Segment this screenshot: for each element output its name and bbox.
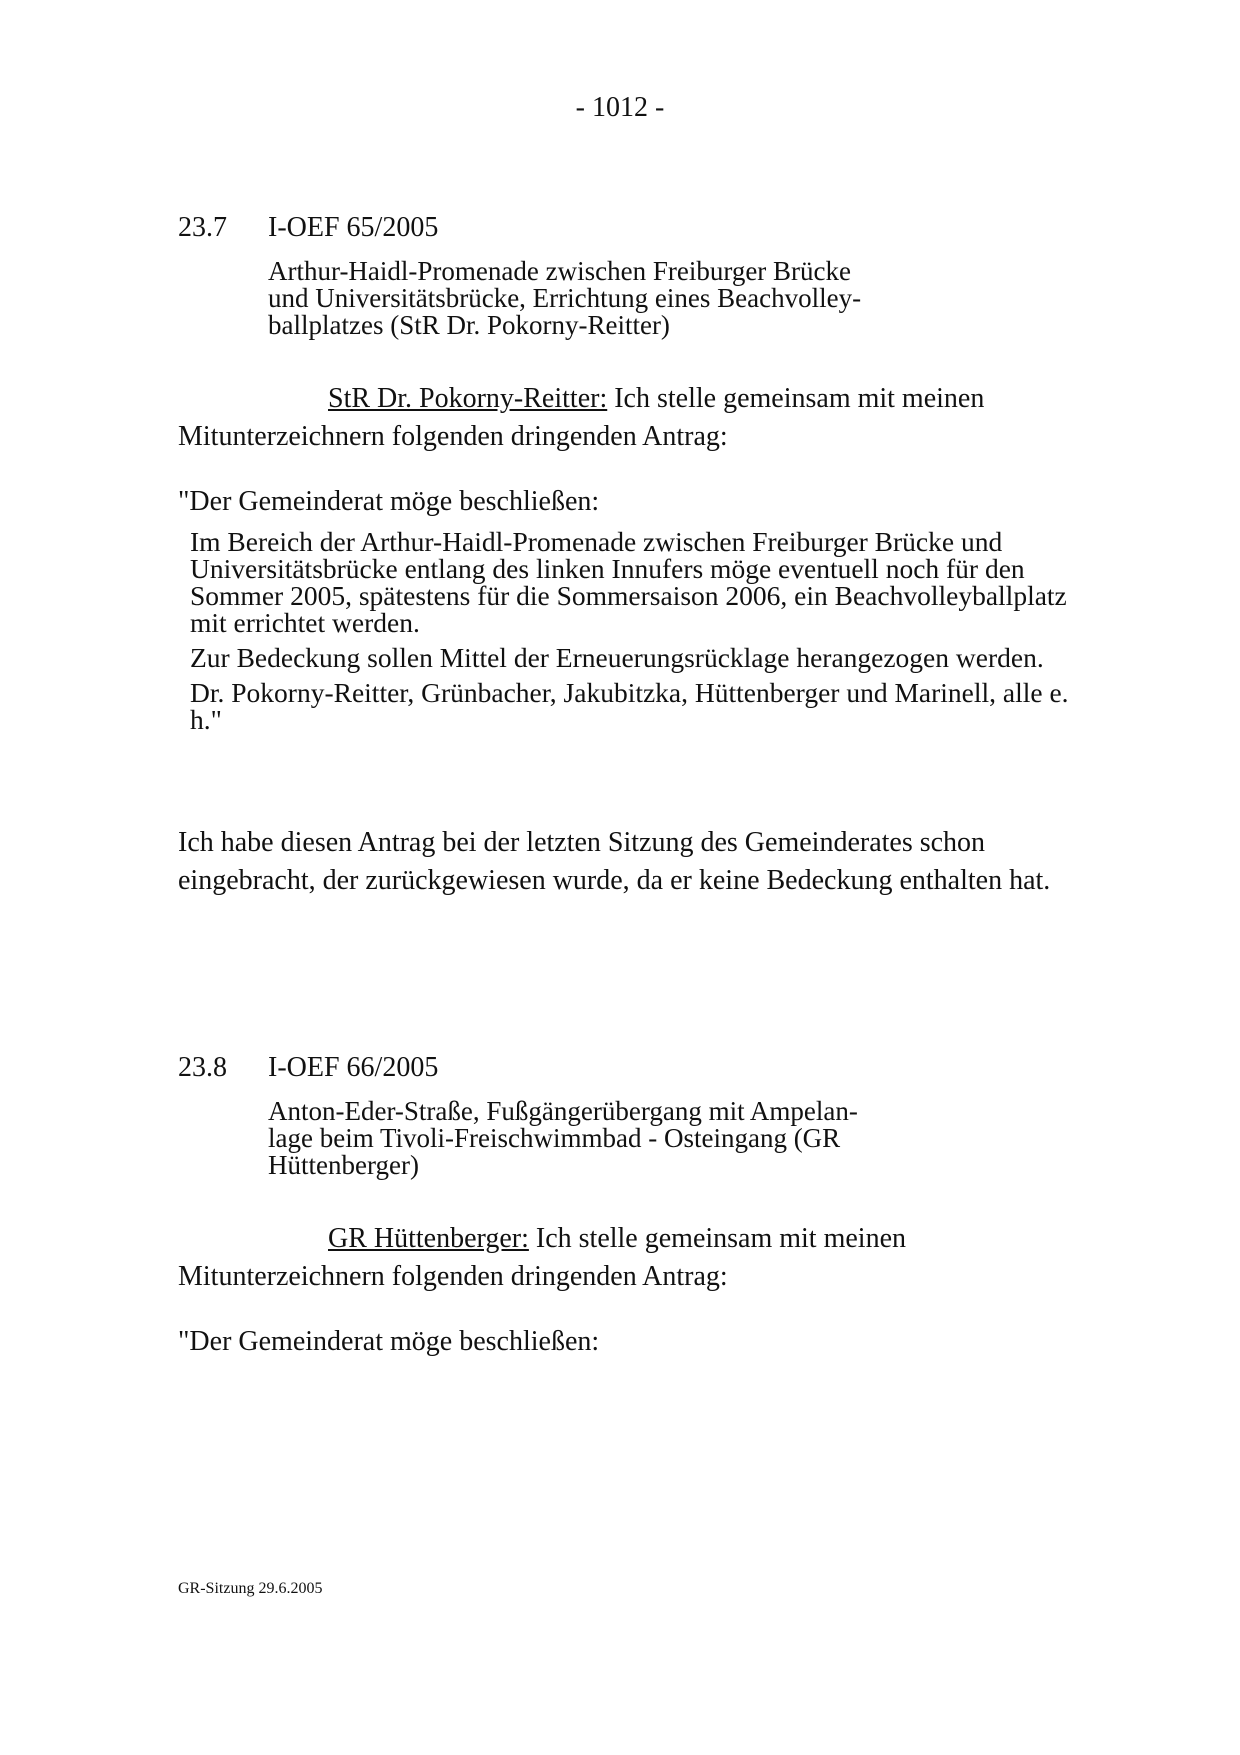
item-title-line: Arthur-Haidl-Promenade zwischen Freiburger Brücke: [268, 256, 852, 286]
item-title: [268, 258, 908, 339]
motion-text: [190, 528, 1090, 741]
speech-paragraph: [178, 1220, 1058, 1296]
item-reference: I-OEF 65/2005: [268, 212, 439, 243]
item-number: 23.7: [178, 212, 227, 243]
item-title-line: lage beim Tivoli-Freischwimmbad - Osteingang (GR: [268, 1123, 841, 1153]
speech-text: Ich stelle gemeinsam mit meinen Mitunterzeichnern folgenden dringenden Antrag:: [178, 1223, 907, 1292]
item-title-line: Anton-Eder-Straße, Fußgängerübergang mit Ampelan-: [268, 1096, 858, 1126]
motion-signatories: Dr. Pokorny-Reitter, Grünbacher, Jakubitzka, Hüttenberger und Marinell, alle e. h.": [190, 677, 1069, 735]
speech-paragraph: [178, 380, 1058, 456]
item-title-line: Hüttenberger): [268, 1150, 419, 1180]
footer-session: GR-Sitzung 29.6.2005: [178, 1580, 323, 1597]
motion-paragraph: Zur Bedeckung sollen Mittel der Erneuerungsrücklage herangezogen werden.: [190, 642, 1044, 673]
speech-text: Ich stelle gemeinsam mit meinen Mitunterzeichnern folgenden dringenden Antrag:: [178, 383, 985, 452]
motion-paragraph: Im Bereich der Arthur-Haidl-Promenade zwischen Freiburger Brücke und Universitätsbrücke entlang des linken Innufers möge eventuell noch für den Sommer 2005, spätestens für die Sommersaison 2006, ein Beachvolleyballplatz mit errichtet werden.: [190, 526, 1067, 638]
motion-intro: "Der Gemeinderat möge beschließen:: [178, 486, 600, 517]
item-number: 23.8: [178, 1052, 227, 1083]
motion-intro: "Der Gemeinderat möge beschließen:: [178, 1326, 600, 1357]
speaker-name: GR Hüttenberger:: [328, 1223, 529, 1254]
page-number: - 1012 -: [575, 92, 665, 123]
item-reference: I-OEF 66/2005: [268, 1052, 439, 1083]
item-title-line: und Universitätsbrücke, Errichtung eines Beachvolley-: [268, 283, 862, 313]
item-title: [268, 1098, 908, 1179]
item-title-line: ballplatzes (StR Dr. Pokorny-Reitter): [268, 310, 670, 340]
followup-paragraph: Ich habe diesen Antrag bei der letzten Sitzung des Gemeinderates schon eingebracht, der zurückgewiesen wurde, da er keine Bedeckung enthalten hat.: [178, 827, 1051, 896]
speaker-name: StR Dr. Pokorny-Reitter:: [328, 383, 608, 414]
